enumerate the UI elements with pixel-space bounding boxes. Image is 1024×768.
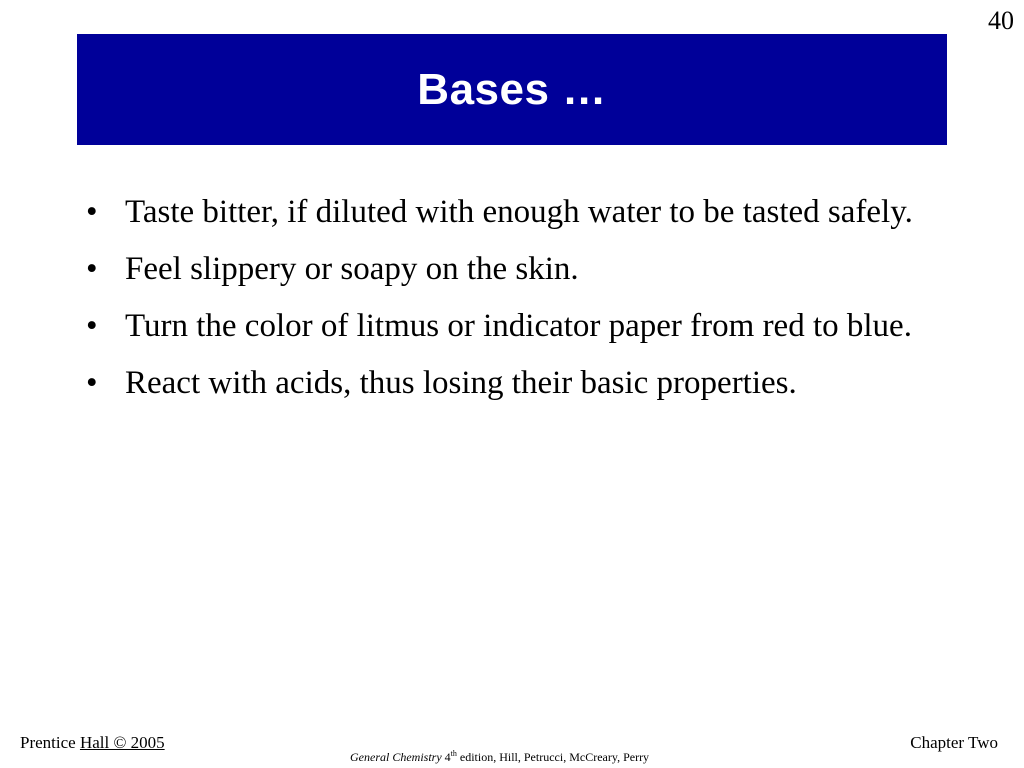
bullet-marker: • [86, 365, 98, 401]
page-number: 40 [988, 6, 1014, 35]
edition-authors: edition, Hill, Petrucci, McCreary, Perry [456, 750, 650, 764]
bullet-marker: • [86, 251, 98, 287]
bullet-marker: • [86, 194, 98, 230]
bullet-marker: • [86, 308, 98, 344]
bullet-text: React with acids, thus losing their basic properties. [125, 365, 797, 401]
edition-number: 4 [444, 750, 451, 764]
bullet-list [86, 190, 946, 418]
publisher-copyright-link[interactable]: Hall © 2005 [79, 733, 165, 752]
footer-publisher [20, 733, 165, 753]
bullet-item [86, 304, 946, 349]
bullet-text: Feel slippery or soapy on the skin. [125, 251, 579, 287]
slide-title: Bases … [417, 64, 607, 114]
title-banner [77, 34, 947, 145]
footer-chapter: Chapter Two [910, 733, 998, 752]
publisher-prefix: Prentice [20, 733, 80, 752]
bullet-item [86, 247, 946, 292]
bullet-item [86, 190, 946, 235]
footer-book-citation [350, 749, 649, 765]
edition-suffix: th [450, 749, 457, 758]
bullet-item [86, 361, 946, 406]
bullet-text: Turn the color of litmus or indicator paper from red to blue. [125, 308, 912, 344]
bullet-text: Taste bitter, if diluted with enough water to be tasted safely. [125, 194, 913, 230]
book-title: General Chemistry [350, 750, 442, 764]
